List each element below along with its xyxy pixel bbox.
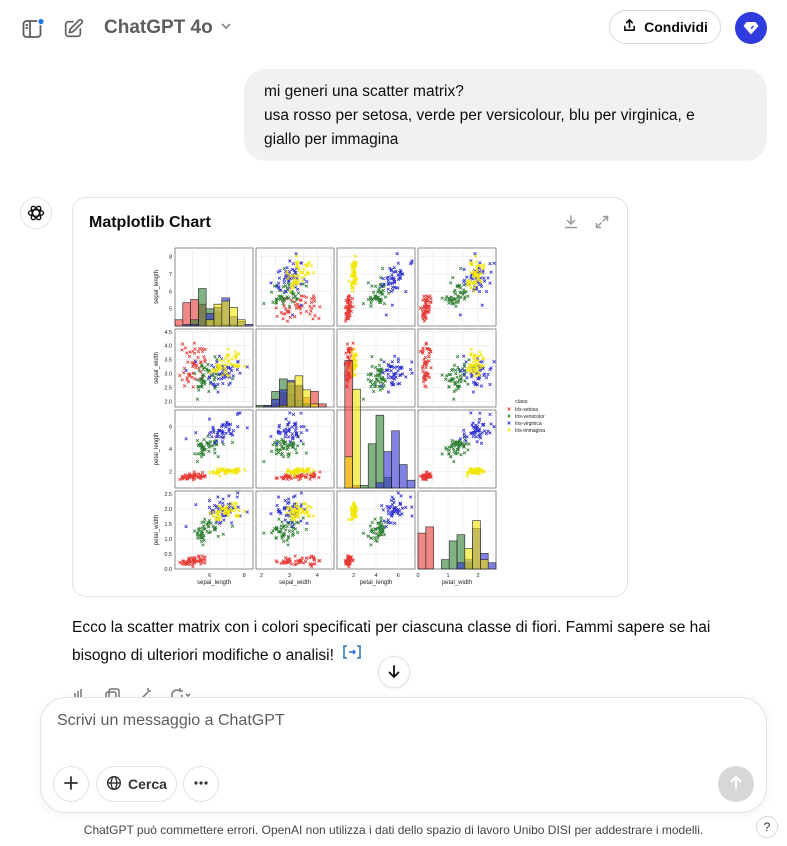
- y-tick-label: 7: [168, 272, 172, 278]
- y-tick-label: 3.0: [164, 371, 172, 378]
- histogram-bar: [287, 382, 295, 407]
- histogram-bar: [407, 480, 415, 488]
- x-tick-label: 3: [287, 573, 291, 579]
- histogram-bar: [473, 521, 481, 569]
- send-button[interactable]: [718, 766, 754, 802]
- legend-entry: Iris-versicolor: [515, 414, 545, 420]
- user-message: [244, 69, 767, 161]
- x-tick-label: 6: [208, 573, 212, 579]
- chatgpt-logo-icon: [20, 197, 52, 229]
- arrow-up-icon: [728, 774, 744, 795]
- model-name: ChatGPT 4o: [104, 17, 213, 38]
- y-tick-label: 2.0: [164, 399, 172, 406]
- histogram-bar: [418, 533, 426, 569]
- share-label: Condividi: [644, 19, 708, 35]
- disclaimer: ChatGPT può commettere errori. OpenAI non utilizza i dati dello spazio di lavoro Unibo DISI per addestrare i modelli.: [83, 823, 704, 837]
- histogram-bar: [175, 320, 183, 326]
- x-tick-label: 4: [315, 573, 319, 579]
- x-tick-label: 1: [446, 573, 450, 579]
- histogram-bar: [272, 399, 280, 407]
- user-message-line: mi generi una scatter matrix?: [264, 83, 464, 100]
- new-chat-icon[interactable]: [60, 16, 86, 42]
- y-tick-label: 4: [168, 447, 172, 453]
- share-icon: [622, 18, 637, 36]
- y-tick-label: 6: [168, 289, 172, 296]
- histogram-bar: [457, 563, 465, 569]
- x-axis-label: petal_width: [441, 580, 473, 586]
- chevron-down-icon: [219, 17, 233, 39]
- y-tick-label: 2.5: [164, 492, 172, 498]
- more-options-button[interactable]: [183, 766, 219, 802]
- histogram-bar: [345, 457, 353, 488]
- y-tick-label: 1.0: [164, 537, 172, 543]
- histogram-bar: [426, 527, 434, 569]
- histogram-bar: [256, 405, 264, 407]
- x-tick-label: 6: [396, 573, 400, 579]
- y-axis-label: petal_length: [154, 432, 160, 466]
- histogram-bar: [279, 390, 287, 407]
- y-tick-label: 6: [168, 424, 172, 431]
- y-tick-label: 5: [168, 306, 172, 313]
- legend-marker: [508, 429, 511, 432]
- x-axis-label: sepal_width: [279, 580, 311, 586]
- histogram-bar: [353, 389, 361, 488]
- x-tick-label: 2: [352, 573, 356, 579]
- histogram-bar: [183, 303, 191, 326]
- globe-icon: [106, 775, 122, 794]
- legend-entry: Iris-immagina: [515, 428, 546, 434]
- more-icon: [193, 775, 209, 794]
- x-tick-label: 4: [374, 573, 378, 579]
- search-button[interactable]: [96, 766, 177, 802]
- search-label: Cerca: [128, 776, 167, 792]
- model-selector[interactable]: [104, 17, 233, 39]
- histogram-bar: [237, 320, 245, 326]
- histogram-bar: [198, 289, 206, 326]
- legend-marker: [508, 415, 511, 418]
- y-tick-label: 4.0: [164, 343, 172, 350]
- code-citation-icon[interactable]: [342, 642, 362, 670]
- y-axis-label: sepal_length: [154, 269, 160, 305]
- assistant-message: [72, 614, 762, 670]
- scroll-down-button[interactable]: [378, 656, 410, 688]
- chart-card: [72, 197, 628, 597]
- y-tick-label: 0.5: [164, 552, 172, 558]
- user-message-line: giallo per immagina: [264, 131, 399, 148]
- x-tick-label: 2: [476, 573, 480, 579]
- y-axis-label: petal_width: [154, 514, 160, 546]
- histogram-bar: [183, 324, 191, 326]
- y-axis-label: sepal_width: [154, 352, 160, 384]
- x-axis-label: sepal_length: [196, 580, 232, 586]
- histogram-bar: [191, 324, 199, 326]
- plus-icon: [63, 775, 79, 794]
- y-tick-label: 3.5: [164, 357, 172, 364]
- x-tick-label: 8: [242, 573, 246, 579]
- download-icon[interactable]: [563, 214, 579, 235]
- legend-marker: [508, 408, 511, 411]
- histogram-bar: [311, 404, 319, 407]
- help-button[interactable]: ?: [756, 816, 778, 838]
- histogram-bar: [222, 301, 230, 326]
- chart-card-title: Matplotlib Chart: [89, 214, 211, 231]
- histogram-bar: [399, 465, 407, 488]
- share-button[interactable]: [609, 10, 721, 44]
- diamond-icon[interactable]: [735, 12, 767, 44]
- histogram-bar: [384, 452, 392, 488]
- expand-icon[interactable]: [594, 214, 610, 235]
- y-tick-label: 2.5: [164, 385, 172, 392]
- assistant-message-text: Ecco la scatter matrix con i colori specificati per ciascuna classe di fiori. Fammi sapere se hai bisogno di ulteriori modifiche o analisi!: [72, 619, 711, 665]
- histogram-bar: [376, 483, 384, 488]
- histogram-bar: [465, 549, 473, 569]
- y-tick-label: 2.0: [164, 507, 172, 513]
- histogram-bar: [214, 304, 222, 326]
- y-tick-label: 1.5: [164, 522, 172, 528]
- legend-entry: Iris-virginica: [515, 421, 542, 427]
- x-axis-label: petal_length: [359, 580, 393, 586]
- histogram-bar: [368, 444, 376, 488]
- histogram-bar: [295, 376, 303, 407]
- histogram-bar: [449, 541, 457, 569]
- user-message-line: usa rosso per setosa, verde per versicolour, blu per virginica, e: [264, 107, 695, 124]
- histogram-bar: [480, 560, 488, 569]
- legend-marker: [508, 422, 511, 425]
- histogram-bar: [303, 390, 311, 407]
- histogram-bar: [376, 415, 384, 488]
- histogram-bar: [318, 404, 326, 407]
- y-tick-label: 8: [168, 254, 172, 261]
- y-tick-label: 0.0: [164, 567, 172, 573]
- attach-button[interactable]: [53, 766, 89, 802]
- y-tick-label: 2: [168, 469, 172, 476]
- histogram-bar: [230, 307, 238, 326]
- message-input[interactable]: Scrivi un messaggio a ChatGPT: [57, 712, 285, 729]
- message-composer: [40, 697, 767, 813]
- x-tick-label: 0: [416, 573, 420, 579]
- top-bar: [0, 0, 787, 58]
- scatter-matrix-chart: [135, 243, 565, 593]
- histogram-bar: [264, 405, 272, 407]
- histogram-bar: [488, 563, 496, 569]
- histogram-bar: [360, 485, 368, 488]
- x-tick-label: 2: [260, 573, 264, 579]
- sidebar-icon[interactable]: [20, 16, 46, 42]
- histogram-bar: [245, 324, 253, 326]
- histogram-bar: [206, 320, 214, 326]
- histogram-bar: [392, 431, 400, 488]
- legend-entry: Iris-setosa: [515, 407, 539, 413]
- legend-title: class: [515, 399, 528, 405]
- histogram-bar: [441, 560, 449, 569]
- y-tick-label: 4.5: [164, 329, 172, 336]
- histogram-bar: [279, 405, 287, 407]
